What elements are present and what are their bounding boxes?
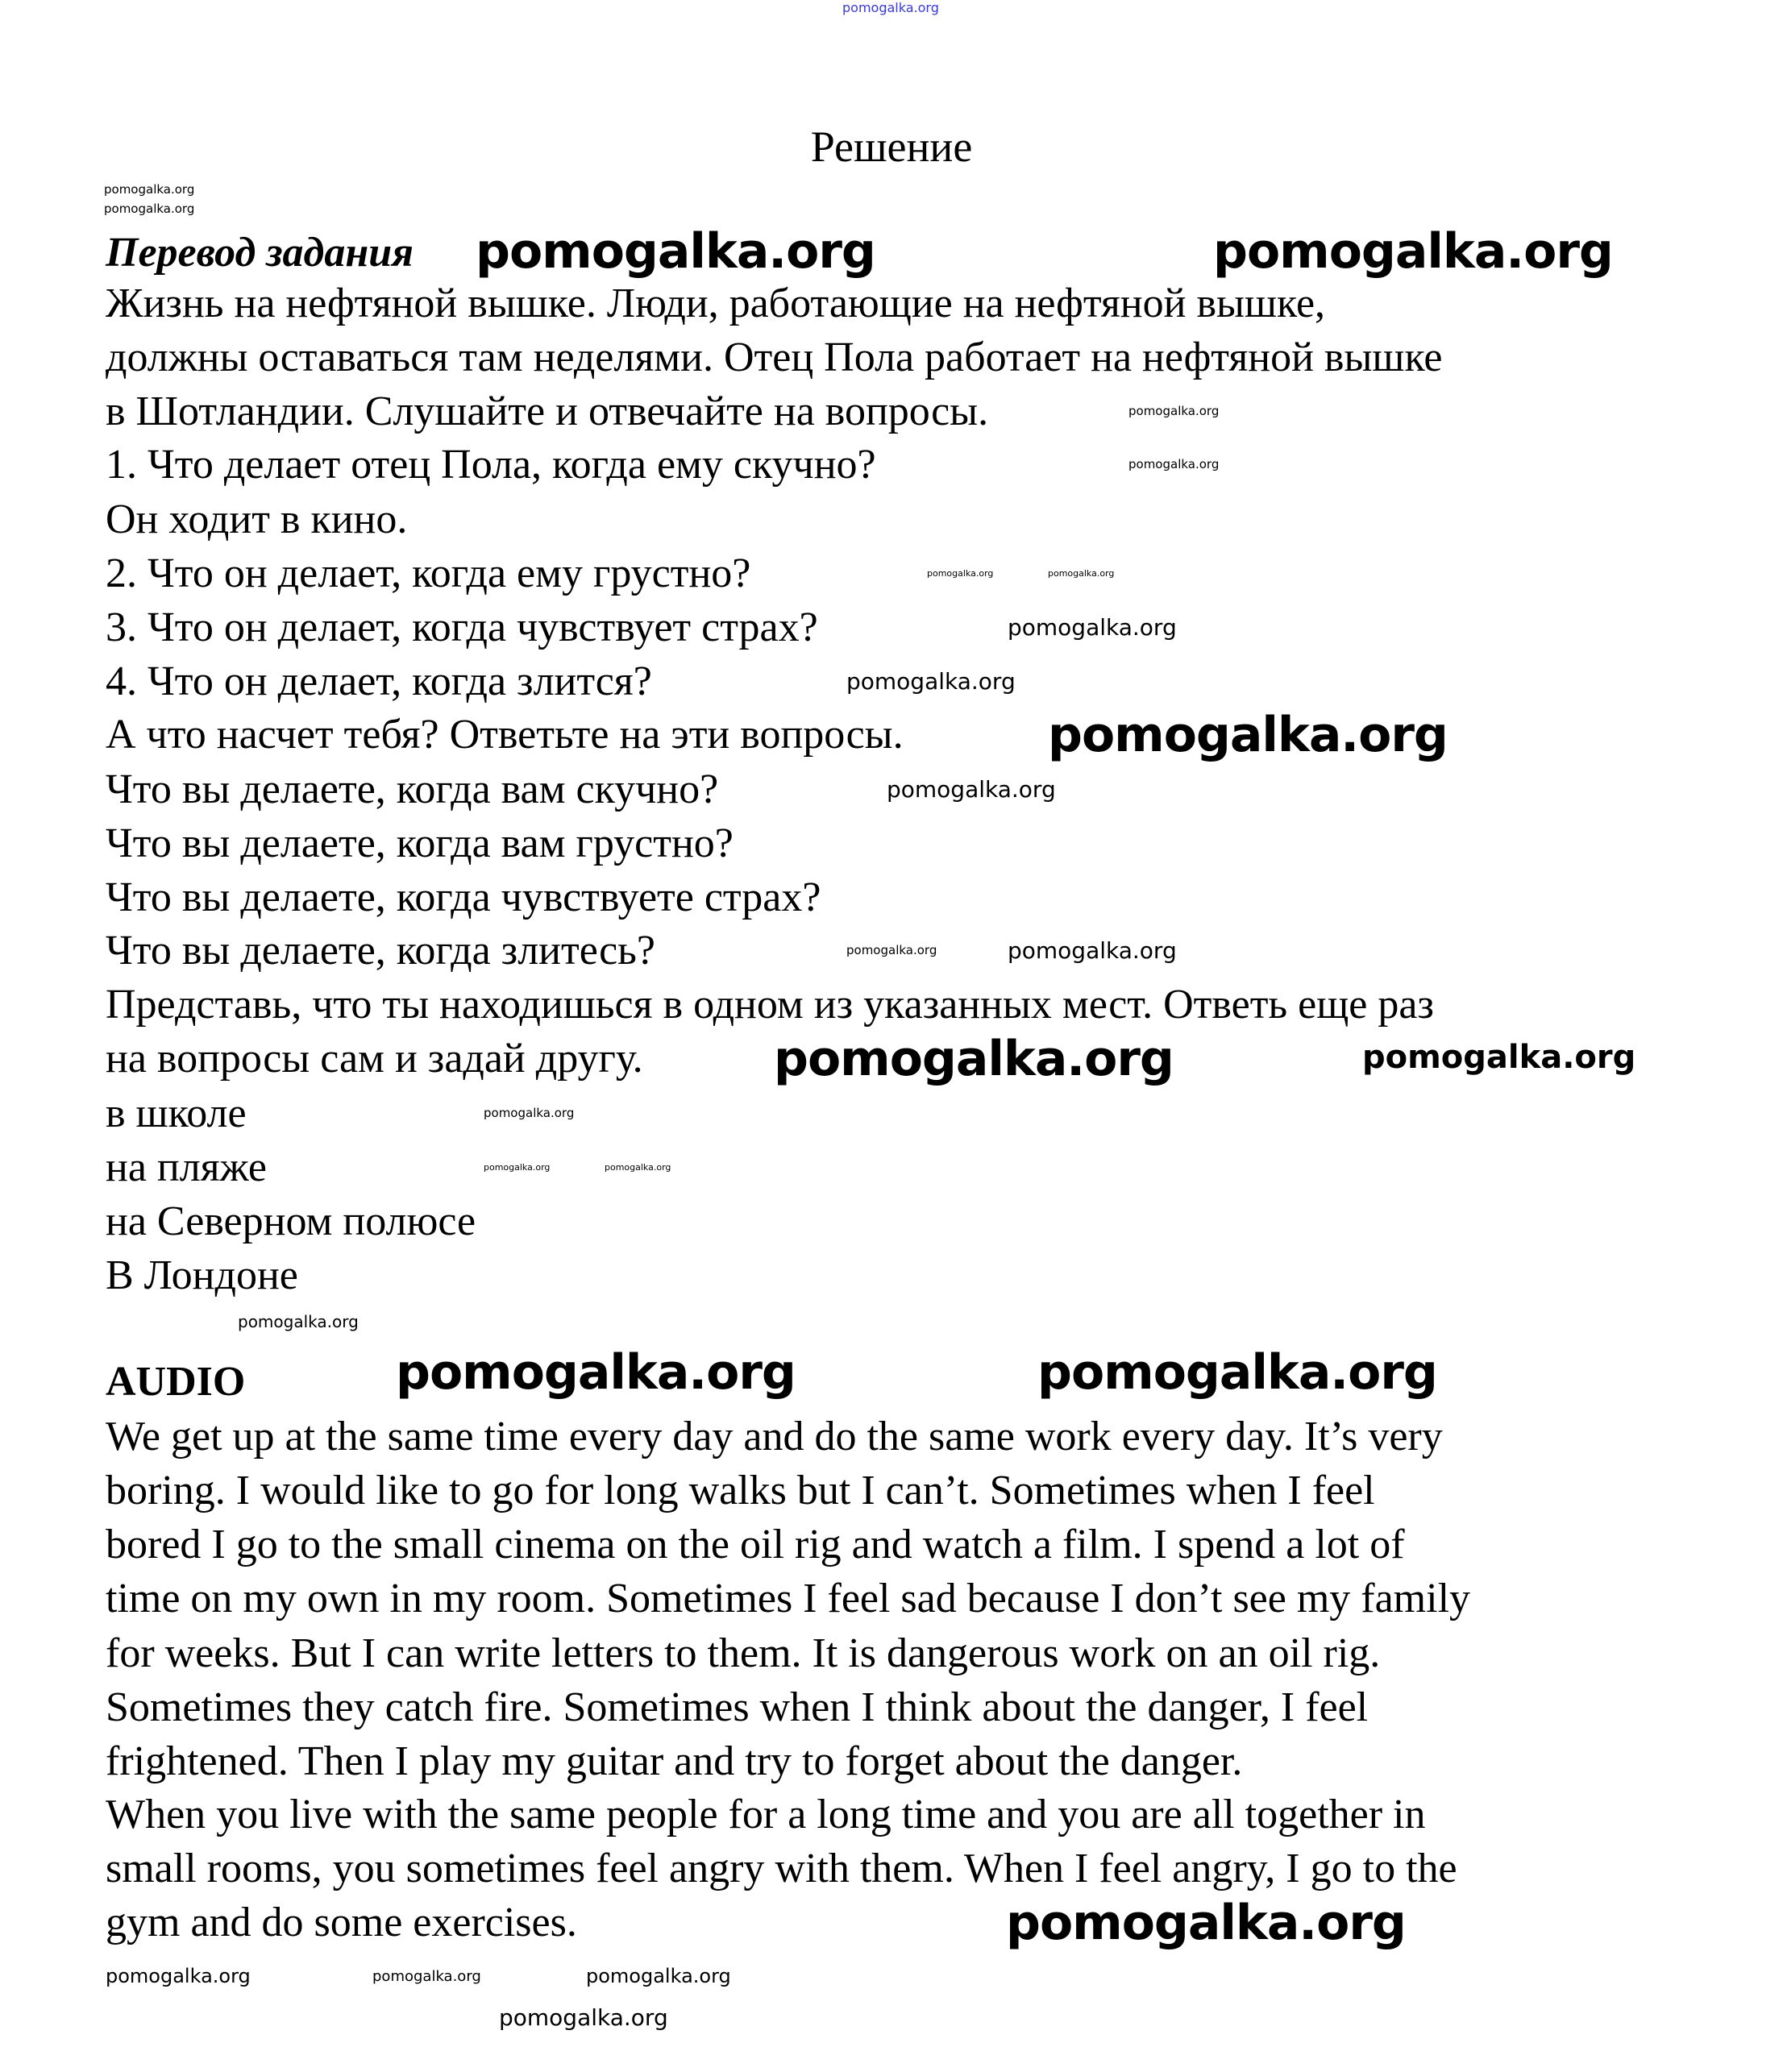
watermark: pomogalka.org <box>586 1965 731 1987</box>
watermark: pomogalka.org <box>1048 707 1448 763</box>
watermark: pomogalka.org <box>1048 568 1115 579</box>
text-line: small rooms, you sometimes feel angry with them. When I feel angry, I go to the <box>106 1846 1457 1891</box>
text-line: Что вы делаете, когда вам грустно? <box>106 820 734 866</box>
text-line: Жизнь на нефтяной вышке. Люди, работающие на нефтяной вышке, <box>106 280 1326 326</box>
text-line: А что насчет тебя? Ответьте на эти вопросы. <box>106 712 904 758</box>
text-line: 3. Что он делает, когда чувствует страх? <box>106 604 818 650</box>
text-line: We get up at the same time every day and do the same work every day. It’s very <box>106 1414 1443 1460</box>
text-line: When you live with the same people for a long time and you are all together in <box>106 1792 1426 1837</box>
text-line: frightened. Then I play my guitar and try to forget about the danger. <box>106 1738 1243 1784</box>
watermark: pomogalka.org <box>104 201 195 216</box>
text-line: на Северном полюсе <box>106 1198 476 1244</box>
text-line: Что вы делаете, когда вам скучно? <box>106 766 719 812</box>
watermark: pomogalka.org <box>1213 223 1613 280</box>
text-line: boring. I would like to go for long walks but I can’t. Sometimes when I feel <box>106 1468 1375 1514</box>
text-line: должны оставаться там неделями. Отец Пола работает на нефтяной вышке <box>106 334 1443 380</box>
watermark: pomogalka.org <box>104 182 195 197</box>
watermark: pomogalka.org <box>1362 1039 1636 1076</box>
watermark: pomogalka.org <box>372 1968 481 1985</box>
text-line: 4. Что он делает, когда злится? <box>106 658 652 704</box>
text-line: gym and do some exercises. <box>106 1900 577 1945</box>
watermark: pomogalka.org <box>476 223 875 280</box>
watermark: pomogalka.org <box>484 1162 551 1173</box>
watermark: pomogalka.org <box>1008 937 1177 964</box>
text-line: Представь, что ты находишься в одном из указанных мест. Ответь еще раз <box>106 982 1434 1028</box>
watermark: pomogalka.org <box>1006 1895 1406 1951</box>
watermark: pomogalka.org <box>846 668 1016 695</box>
watermark: pomogalka.org <box>605 1162 671 1173</box>
watermark: pomogalka.org <box>106 1965 251 1987</box>
page-title: Решение <box>810 122 973 171</box>
text-line: Sometimes they catch fire. Sometimes when I think about the danger, I feel <box>106 1684 1369 1730</box>
text-line: Что вы делаете, когда чувствуете страх? <box>106 874 821 920</box>
text-line: for weeks. But I can write letters to them. It is dangerous work on an oil rig. <box>106 1630 1381 1676</box>
watermark: pomogalka.org <box>846 943 937 957</box>
watermark: pomogalka.org <box>1128 404 1220 418</box>
text-line: на вопросы сам и задай другу. <box>106 1036 643 1082</box>
watermark: pomogalka.org <box>842 0 939 15</box>
translation-heading: Перевод задания <box>106 230 414 276</box>
text-line: 1. Что делает отец Пола, когда ему скучно? <box>106 442 876 488</box>
watermark: pomogalka.org <box>774 1031 1174 1087</box>
text-line: Что вы делаете, когда злитесь? <box>106 928 655 974</box>
text-line: bored I go to the small cinema on the oil rig and watch a film. I spend a lot of <box>106 1522 1405 1567</box>
watermark: pomogalka.org <box>484 1106 575 1120</box>
text-line: time on my own in my room. Sometimes I feel sad because I don’t see my family <box>106 1576 1471 1621</box>
watermark: pomogalka.org <box>238 1312 359 1331</box>
text-line: в школе <box>106 1090 247 1136</box>
watermark: pomogalka.org <box>927 568 994 579</box>
watermark: pomogalka.org <box>1008 614 1177 641</box>
text-line: на пляже <box>106 1144 267 1190</box>
watermark: pomogalka.org <box>499 2004 668 2031</box>
watermark: pomogalka.org <box>1037 1344 1437 1401</box>
text-line: В Лондоне <box>106 1252 298 1298</box>
audio-heading: AUDIO <box>106 1359 246 1405</box>
text-line: в Шотландии. Слушайте и отвечайте на вопросы. <box>106 388 989 434</box>
text-line: Он ходит в кино. <box>106 496 408 542</box>
text-line: 2. Что он делает, когда ему грустно? <box>106 550 751 596</box>
watermark: pomogalka.org <box>396 1344 796 1401</box>
watermark: pomogalka.org <box>887 776 1056 803</box>
watermark: pomogalka.org <box>1128 457 1220 471</box>
